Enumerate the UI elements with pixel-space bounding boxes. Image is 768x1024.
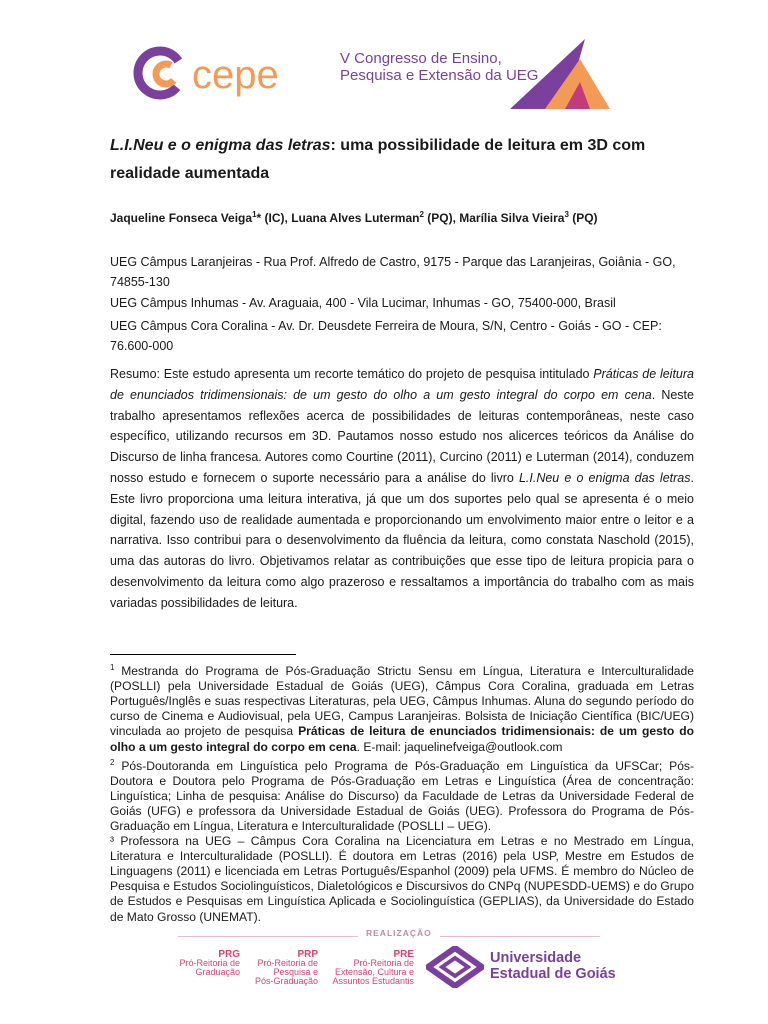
pre-line-1: Pró-Reitoria de [353, 958, 414, 968]
footnote-2-text: Pós-Doutoranda em Linguística pelo Programa de Pós-Graduação em Linguística da UFSCar; Pós-Doutora e Doutora pelo Programa de Pós-Graduação em Letras e Linguística (Área de concentração: Linguística; Linha de pesquisa: Análise do Discurso) da Faculdade de Letras da Universidade Federal de Goiás (UFG) e professora da Universidade Estadual de Goiás (UEG). Professora do Programa de Pós-Graduação em Língua, Literatura e Interculturalidade (POSLLI – UEG). [110, 758, 694, 833]
affiliation-1-line-2: 74855-130 [110, 275, 170, 289]
prg-logo [176, 950, 240, 977]
affiliation-3-line-1: UEG Câmpus Cora Coralina - Av. Dr. Deusdete Ferreira de Moura, S/N, Centro - Goiás - GO - CEP: [110, 319, 662, 333]
abstract-part-5: . Este livro proporciona uma leitura interativa, já que um dos suportes pelo qual se apresenta é o meio digital, fazendo uso de realidade aumentada e proporcionando um envolvimento maior entre o leitor e a narrativa. Isso contribui para o desenvolvimento da fluência da leitura, como constata Naschold (2015), uma das autoras do livro. Objetivamos relatar as contribuições que esse tipo de leitura propicia para o desenvolvimento da leitura como algo prazeroso e ressaltamos a importância do trabalho com as mais variadas possibilidades de leitura. [110, 470, 694, 610]
footnotes [110, 660, 694, 925]
pre-logo [326, 950, 414, 986]
abstract-book-title: L.I.Neu e o enigma das letras [518, 470, 691, 485]
pre-line-2: Extensão, Cultura e [334, 967, 414, 977]
prg-line-2: Graduação [195, 967, 240, 977]
footer-rule-left [178, 936, 358, 937]
ueg-emblem-icon [426, 946, 484, 988]
footnote-1 [110, 660, 694, 755]
footnote-2 [110, 755, 694, 835]
ueg-logo-text [490, 950, 616, 982]
footnote-1-text: Mestranda do Programa de Pós-Graduação Strictu Sensu em Língua, Literatura e Interculturalidade (POSLLI) pela Universidade Estadual de Goiás (UEG), Câmpus Cora Coralina, graduada em Letras Português/Inglês e suas respectivas Literaturas, pela UEG, Câmpus Inhumas. Aluna do segundo período do curso de Cinema e Audiovisual, pela UEG, Campus Laranjeiras. Bolsista de Iniciação Científica (BIC/UEG) vinculada ao projeto de pesquisa [110, 664, 694, 739]
pre-line-3: Assuntos Estudantis [332, 976, 414, 986]
author-3: Marília Silva Vieira [459, 211, 565, 225]
footnote-3: ³ Professora na UEG – Câmpus Cora Coralina na Licenciatura em Letras e no Mestrado em Língua, Literatura e Interculturalidade (POSLLI). É doutora em Letras (2016) pela USP, Mestre em Estudos de Linguagens (2011) e licenciada em Letras Português/Espanhol (2009) pela UFMS. É membro do Núcleo de Pesquisa e Estudos Sociolinguísticos, Dialetológicos e Discursivos do CNPq (NUPESDD-UEMS) e do Grupo de Estudos e Pesquisas em Linguística Aplicada e Sociolinguística (GEPLIAS), da Universidade do Estado de Mato Grosso (UNEMAT). [110, 834, 694, 924]
congress-line-1: V Congresso de Ensino, [340, 50, 502, 67]
abstract-part-3: . Neste trabalho apresentamos reflexões acerca de possibilidades de leituras contemporâneas, neste caso específico, utilizando recursos em 3D. Pautamos nosso estudo nos alicerces teóricos da Análise do Discurso de linha francesa. Autores como Courtine (2011), Curcino (2011) e Luterman (2014), conduzem nosso estudo e fornecem o suporte necessário para a análise do livro [110, 387, 694, 485]
footnote-1-email: . E-mail: jaquelinefveiga@outlook.com [356, 739, 563, 754]
author-2-sup: 2 [419, 210, 424, 219]
affiliation-3 [110, 316, 694, 356]
footnote-1-mark: 1 [110, 663, 115, 672]
triangle-emblem [505, 34, 615, 114]
footnote-1-bold: Práticas de leitura de enunciados tridimensionais: de um gesto do olho a um gesto integral do corpo em cena [110, 724, 694, 754]
abstract-part-1: Resumo: Este estudo apresenta um recorte temático do projeto de pesquisa intitulado [110, 367, 594, 381]
author-3-sup: 3 [564, 210, 569, 219]
title-rest-2: realidade aumentada [110, 165, 270, 182]
author-1-sup: 1 [252, 210, 257, 219]
affiliation-3-line-2: 76.600-000 [110, 339, 174, 353]
author-2: Luana Alves Luterman [291, 211, 420, 225]
ueg-line-2: Estadual de Goiás [490, 966, 616, 982]
title-rest-1: : uma possibilidade de leitura em 3D com [330, 137, 646, 154]
ueg-line-1: Universidade [490, 950, 582, 966]
cepe-logo [130, 36, 290, 106]
realizacao-label: REALIZAÇÃO [366, 928, 432, 938]
author-2-role: (PQ), [423, 211, 460, 225]
footer-rule-right [440, 936, 600, 937]
footnote-2-mark: 2 [110, 757, 115, 767]
prp-abbr: PRP [297, 949, 318, 960]
affiliation-1 [110, 252, 694, 292]
abstract-project-title: Práticas de leitura de enunciados tridimensionais: de um gesto do olho a um gesto integral do corpo em cena [110, 367, 694, 402]
cepe-wordmark: cepe [192, 53, 279, 97]
title-italic: L.I.Neu e o enigma das letras [110, 137, 331, 154]
prp-logo [250, 950, 318, 986]
prp-line-2: Pesquisa e [273, 967, 318, 977]
abstract [110, 364, 694, 614]
author-1: Jaqueline Fonseca Veiga [110, 211, 253, 225]
prp-line-3: Pós-Graduação [254, 976, 318, 986]
author-3-role: (PQ) [568, 211, 598, 225]
affiliation-2: UEG Câmpus Inhumas - Av. Araguaia, 400 - Vila Lucimar, Inhumas - GO, 75400-000, Brasil [110, 296, 616, 310]
paper-title [110, 132, 694, 188]
author-list [110, 210, 598, 225]
prp-line-1: Pró-Reitoria de [257, 958, 318, 968]
footnote-separator [110, 654, 296, 655]
congress-line-2: Pesquisa e Extensão da UEG [340, 67, 539, 84]
prg-abbr: PRG [218, 949, 240, 960]
affiliation-1-line-1: UEG Câmpus Laranjeiras - Rua Prof. Alfredo de Castro, 9175 - Parque das Laranjeiras, Goiânia - GO, [110, 255, 676, 269]
author-1-role: * (IC), [256, 211, 292, 225]
pre-abbr: PRE [393, 949, 414, 960]
prg-line-1: Pró-Reitoria de [179, 958, 240, 968]
